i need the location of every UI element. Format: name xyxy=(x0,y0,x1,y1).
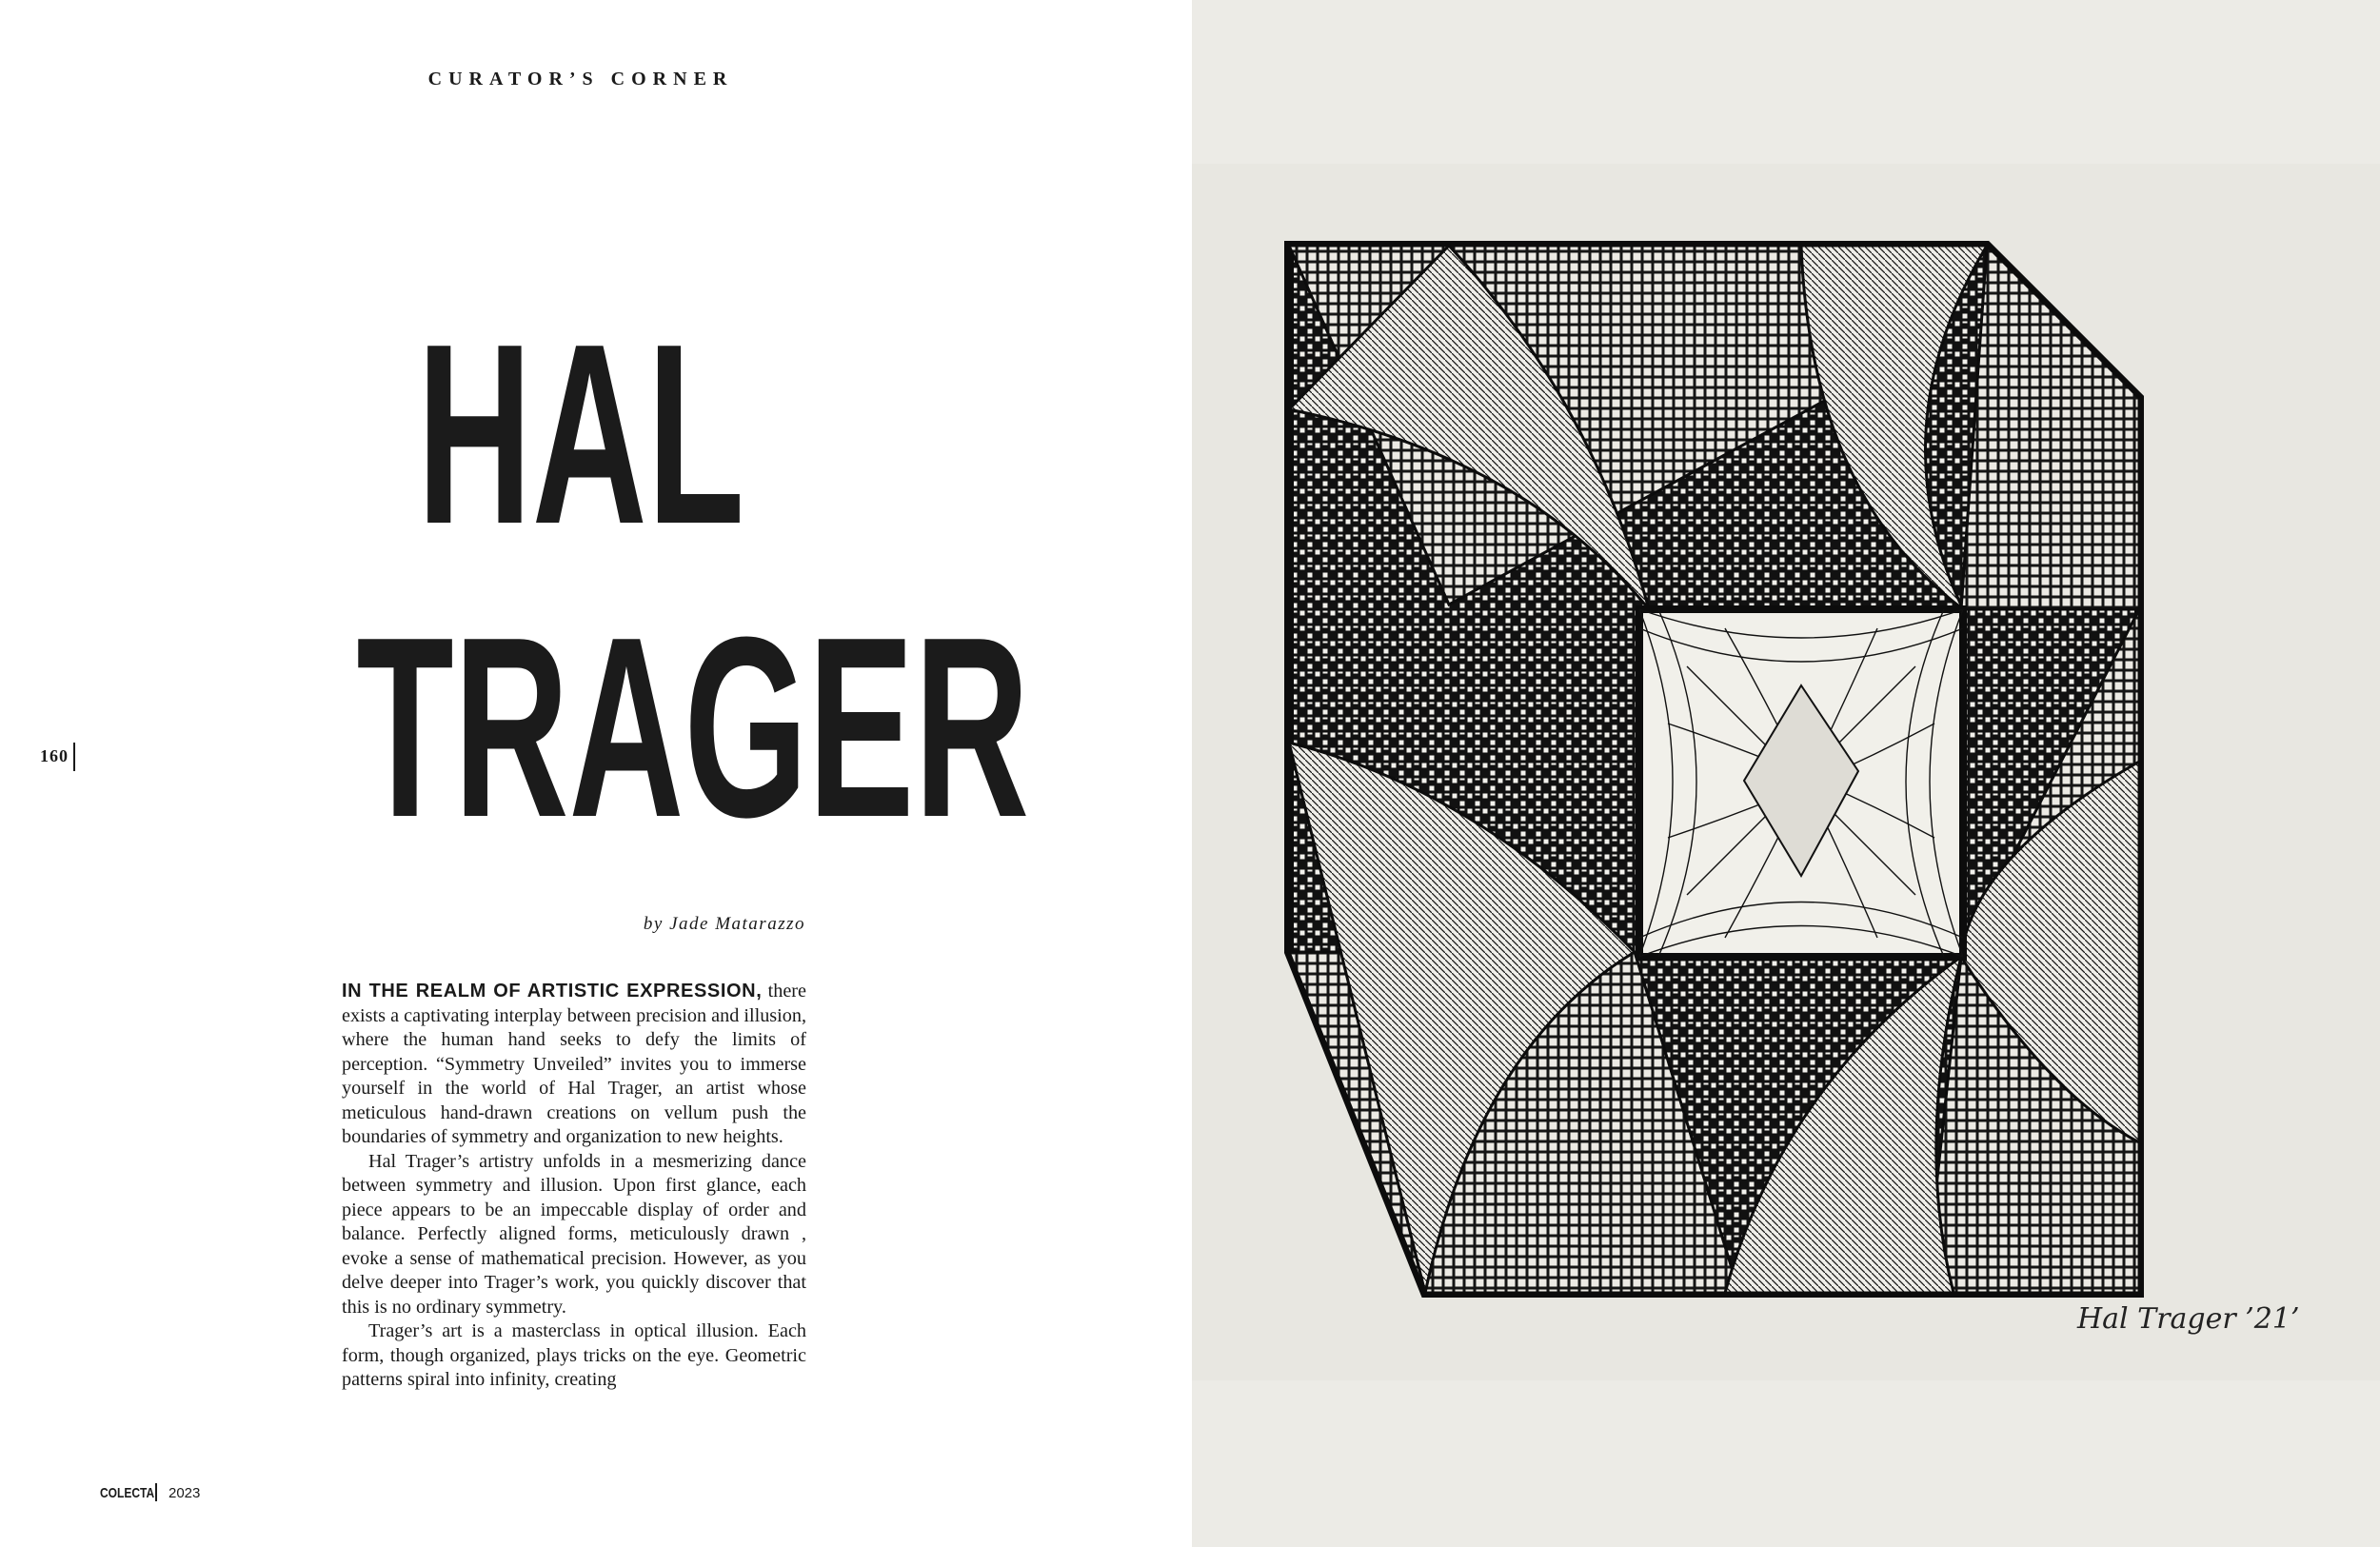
right-page xyxy=(1192,0,2380,1547)
lead-in: IN THE REALM OF ARTISTIC EXPRESSION, xyxy=(342,981,763,1002)
paragraph-3: Trager’s art is a masterclass in optical illusion. Each form, though organized, plays tricks on the eye. Geometric patterns spiral into infinity, creating xyxy=(342,1320,806,1390)
page-number-rule xyxy=(73,743,75,771)
paragraph-1 xyxy=(342,980,806,1150)
paragraph-1-text: there exists a captivating interplay between precision and illusion, where the human hand seeks to defy the limits of perception. “Symmetry Unveiled” invites you to immerse yourself in the world of Hal Trager, an artist whose meticulous hand-drawn creations on vellum push the boundaries of symmetry and organization to new heights. xyxy=(342,981,806,1147)
article-body xyxy=(342,980,806,1393)
byline: by Jade Matarazzo xyxy=(643,914,805,934)
footer-separator xyxy=(155,1483,157,1501)
artwork-illustration xyxy=(1192,0,2380,1547)
footer-brand: COLECTA xyxy=(100,1485,155,1501)
section-label: CURATOR’S CORNER xyxy=(427,69,734,89)
article-title-line-1: HAL xyxy=(416,291,745,578)
paragraph-2: Hal Trager’s artistry unfolds in a mesmerizing dance between symmetry and illusion. Upon first glance, each piece appears to be an impeccable display of order and balance. Perfectly aligned forms, meticulously drawn , evoke a sense of mathematical precision. However, as you delve deeper into Trager’s work, you quickly discover that this is no ordinary symmetry. xyxy=(342,1150,806,1318)
cube-drawing xyxy=(1289,246,2139,1293)
artist-signature: Hal Trager ’21’ xyxy=(2077,1302,2300,1336)
footer-year: 2023 xyxy=(169,1485,201,1501)
page-number: 160 xyxy=(40,746,69,765)
article-title-line-2: TRAGER xyxy=(356,585,1030,871)
